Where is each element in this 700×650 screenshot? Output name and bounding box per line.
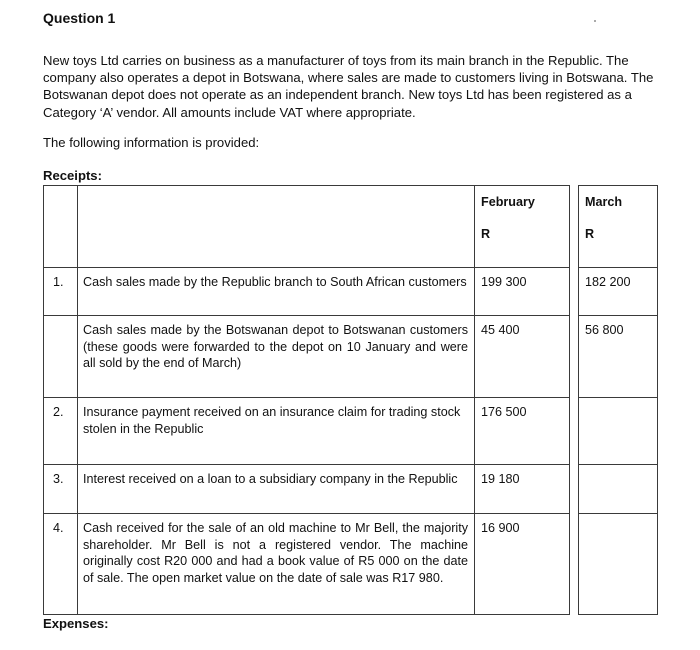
row-february-value: 16 900: [475, 514, 570, 615]
table-row: [44, 465, 658, 514]
row-february-value: 199 300: [475, 268, 570, 316]
row-number: 3.: [44, 465, 78, 514]
header-february: [475, 186, 570, 268]
header-blank-num: [44, 186, 78, 268]
row-number: 1.: [44, 268, 78, 316]
march-unit: R: [585, 226, 595, 241]
row-february-value: 19 180: [475, 465, 570, 514]
row-february-value: 176 500: [475, 398, 570, 465]
row-march-value: [579, 398, 658, 465]
row-number: 4.: [44, 514, 78, 615]
table-row: [44, 316, 658, 398]
header-blank-desc: [78, 186, 475, 268]
column-gap: [570, 398, 579, 465]
column-gap: [570, 186, 579, 268]
column-gap: [570, 268, 579, 316]
row-number: [44, 316, 78, 398]
table-row: [44, 514, 658, 615]
intro-paragraph: New toys Ltd carries on business as a manufacturer of toys from its main branch in the Republic. The company also operates a depot in Botswana, where sales are made to customers living in Botswana. The Botswanan depot does not operate as an independent branch. New toys Ltd has been registered as a Category ‘A’ vendor. All amounts include VAT where appropriate.: [43, 53, 654, 120]
row-description: Interest received on a loan to a subsidiary company in the Republic: [78, 465, 475, 514]
info-line: The following information is provided:: [43, 135, 260, 150]
row-march-value: 182 200: [579, 268, 658, 316]
table-header-row: [44, 186, 658, 268]
march-label: March: [585, 195, 623, 209]
row-description: Cash sales made by the Republic branch to South African customers: [78, 268, 475, 316]
row-description: Insurance payment received on an insurance claim for trading stock stolen in the Republic: [78, 398, 475, 465]
row-february-value: 45 400: [475, 316, 570, 398]
column-gap: [570, 514, 579, 615]
row-march-value: [579, 514, 658, 615]
row-description: Cash received for the sale of an old machine to Mr Bell, the majority shareholder. Mr Bell is not a registered vendor. The machine originally cost R20 000 and had a book value of R5 000 on the date of sale. The open market value on the date of sale was R17 980.: [78, 514, 475, 615]
table-row: [44, 268, 658, 316]
column-gap: [570, 316, 579, 398]
receipts-heading: Receipts:: [43, 168, 102, 183]
february-label: February: [481, 195, 535, 209]
scan-speck: [594, 20, 596, 22]
receipts-table: [43, 185, 658, 615]
row-march-value: [579, 465, 658, 514]
expenses-heading: Expenses:: [43, 616, 109, 631]
row-description: Cash sales made by the Botswanan depot to Botswanan customers (these goods were forwarded to the depot on 10 January and were all sold by the end of March): [78, 316, 475, 398]
header-march: [579, 186, 658, 268]
row-number: 2.: [44, 398, 78, 465]
question-title: Question 1: [43, 10, 116, 26]
february-unit: R: [481, 226, 491, 241]
table-row: [44, 398, 658, 465]
column-gap: [570, 465, 579, 514]
row-march-value: 56 800: [579, 316, 658, 398]
